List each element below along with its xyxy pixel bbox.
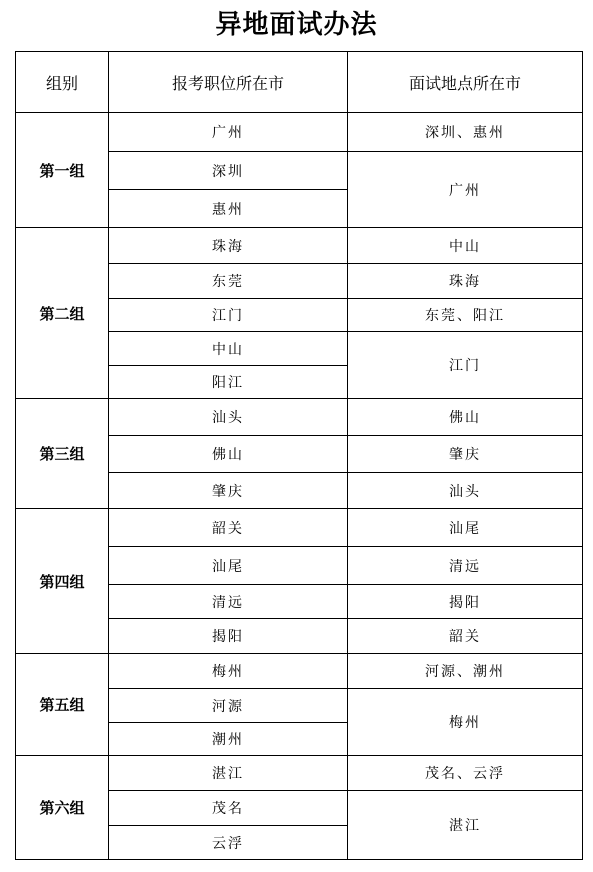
- apply-city: 佛山: [109, 436, 348, 473]
- interview-city: 肇庆: [348, 436, 583, 473]
- apply-city: 揭阳: [109, 619, 348, 654]
- group-3-name: 第三组: [16, 399, 109, 509]
- interview-city: 梅州: [348, 689, 583, 756]
- page-title: 异地面试办法: [215, 10, 378, 40]
- apply-city: 广州: [109, 113, 348, 152]
- interview-city: 东莞、阳江: [348, 299, 583, 332]
- table-row: [16, 756, 583, 791]
- apply-city: 梅州: [109, 654, 348, 689]
- apply-city: 茂名: [109, 791, 348, 826]
- apply-city: 清远: [109, 585, 348, 619]
- group-2-name: 第二组: [16, 228, 109, 399]
- apply-city: 汕头: [109, 399, 348, 436]
- apply-city: 深圳: [109, 152, 348, 190]
- interview-city: 深圳、惠州: [348, 113, 583, 152]
- apply-city: 潮州: [109, 723, 348, 756]
- interview-city: 河源、潮州: [348, 654, 583, 689]
- interview-city: 揭阳: [348, 585, 583, 619]
- interview-city: 汕头: [348, 473, 583, 509]
- apply-city: 汕尾: [109, 547, 348, 585]
- interview-city: 佛山: [348, 399, 583, 436]
- header-apply-city: 报考职位所在市: [109, 52, 348, 113]
- header-group: 组别: [16, 52, 109, 113]
- table-row: [16, 509, 583, 547]
- interview-city: 中山: [348, 228, 583, 264]
- apply-city: 韶关: [109, 509, 348, 547]
- apply-city: 中山: [109, 332, 348, 366]
- interview-city: 江门: [348, 332, 583, 399]
- table-row: [16, 399, 583, 436]
- interview-city: 清远: [348, 547, 583, 585]
- header-row: [16, 52, 583, 113]
- interview-city: 广州: [348, 152, 583, 228]
- apply-city: 肇庆: [109, 473, 348, 509]
- apply-city: 江门: [109, 299, 348, 332]
- table-row: [16, 228, 583, 264]
- interview-table: [15, 51, 583, 860]
- apply-city: 阳江: [109, 366, 348, 399]
- apply-city: 东莞: [109, 264, 348, 299]
- table-row: [16, 654, 583, 689]
- header-interview-city: 面试地点所在市: [348, 52, 583, 113]
- interview-city: 韶关: [348, 619, 583, 654]
- interview-city: 茂名、云浮: [348, 756, 583, 791]
- group-4-name: 第四组: [16, 509, 109, 654]
- interview-city: 珠海: [348, 264, 583, 299]
- apply-city: 珠海: [109, 228, 348, 264]
- apply-city: 湛江: [109, 756, 348, 791]
- apply-city: 云浮: [109, 826, 348, 860]
- group-1-name: 第一组: [16, 113, 109, 228]
- apply-city: 河源: [109, 689, 348, 723]
- apply-city: 惠州: [109, 190, 348, 228]
- interview-city: 汕尾: [348, 509, 583, 547]
- group-5-name: 第五组: [16, 654, 109, 756]
- interview-city: 湛江: [348, 791, 583, 860]
- group-6-name: 第六组: [16, 756, 109, 860]
- table-row: [16, 113, 583, 152]
